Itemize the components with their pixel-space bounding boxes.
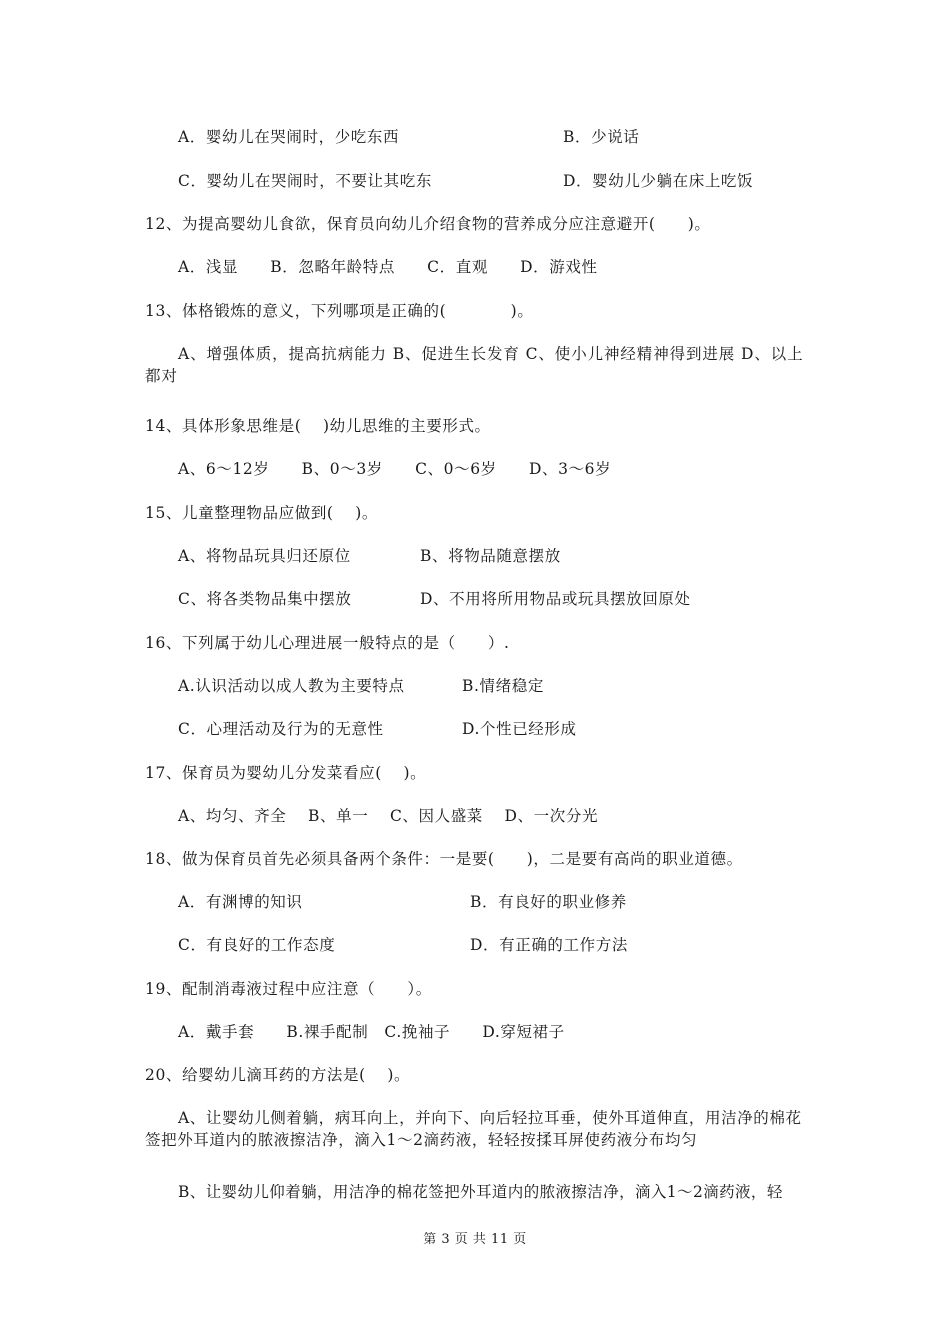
q12-options: A．浅显 B．忽略年龄特点 C．直观 D．游戏性 [178, 258, 598, 276]
q15-question: 15、儿童整理物品应做到( )。 [145, 504, 378, 522]
q11-option-b: B．少说话 [563, 128, 640, 146]
q17-question: 17、保育员为婴幼儿分发菜看应( )。 [145, 764, 427, 782]
q11-option-a: A．婴幼儿在哭闹时，少吃东西 [178, 128, 400, 146]
q16-question: 16、下列属于幼儿心理进展一般特点的是（ ）. [145, 634, 510, 652]
q11-option-d: D．婴幼儿少躺在床上吃饭 [563, 172, 754, 190]
q20-option-a: A、让婴幼儿侧着躺，病耳向上，并向下、向后轻拉耳垂，使外耳道伸直，用洁净的棉花签把外耳道内的脓液擦洁净，滴入1～2滴药液，轻轻按揉耳屏使药液分布均匀 [145, 1109, 802, 1149]
q18-question: 18、做为保育员首先必须具备两个条件：一是要( )，二是要有高尚的职业道德。 [145, 850, 743, 868]
q14-question: 14、具体形象思维是( )幼儿思维的主要形式。 [145, 417, 491, 435]
q19-options: A．戴手套 B.裸手配制 C.挽袖子 D.穿短裙子 [178, 1023, 565, 1041]
q16-option-c: C．心理活动及行为的无意性 [178, 720, 384, 738]
q15-option-d: D、不用将所用物品或玩具摆放回原处 [420, 590, 691, 608]
page-number-footer: 第 3 页 共 11 页 [423, 1232, 527, 1247]
q18-option-d: D．有正确的工作方法 [470, 936, 628, 954]
q15-option-a: A、将物品玩具归还原位 [178, 547, 351, 565]
q20-question: 20、给婴幼儿滴耳药的方法是( )。 [145, 1066, 411, 1084]
q19-question: 19、配制消毒液过程中应注意（ ）。 [145, 980, 432, 998]
q13-question: 13、体格锻炼的意义，下列哪项是正确的( )。 [145, 302, 534, 320]
q13-options: A、增强体质，提高抗病能力 B、促进生长发育 C、使小儿神经精神得到进展 D、以上都对 [145, 345, 804, 385]
q20-option-b: B、让婴幼儿仰着躺，用洁净的棉花签把外耳道内的脓液擦洁净，滴入1～2滴药液，轻 [178, 1183, 783, 1201]
q12-question: 12、为提高婴幼儿食欲，保育员向幼儿介绍食物的营养成分应注意避开( )。 [145, 215, 711, 233]
q15-option-b: B、将物品随意摆放 [420, 547, 561, 565]
q18-option-c: C．有良好的工作态度 [178, 936, 336, 954]
q14-options: A、6～12岁 B、0～3岁 C、0～6岁 D、3～6岁 [178, 460, 612, 478]
q16-option-b: B.情绪稳定 [462, 677, 544, 695]
q15-option-c: C、将各类物品集中摆放 [178, 590, 352, 608]
q16-option-a: A.认识活动以成人教为主要特点 [178, 677, 405, 695]
q16-option-d: D.个性已经形成 [462, 720, 577, 738]
q18-option-a: A．有渊博的知识 [178, 893, 303, 911]
q11-option-c: C．婴幼儿在哭闹时，不要让其吃东 [178, 172, 432, 190]
q18-option-b: B．有良好的职业修养 [470, 893, 627, 911]
q17-options: A、均匀、齐全 B、单一 C、因人盛菜 D、一次分光 [178, 807, 599, 825]
